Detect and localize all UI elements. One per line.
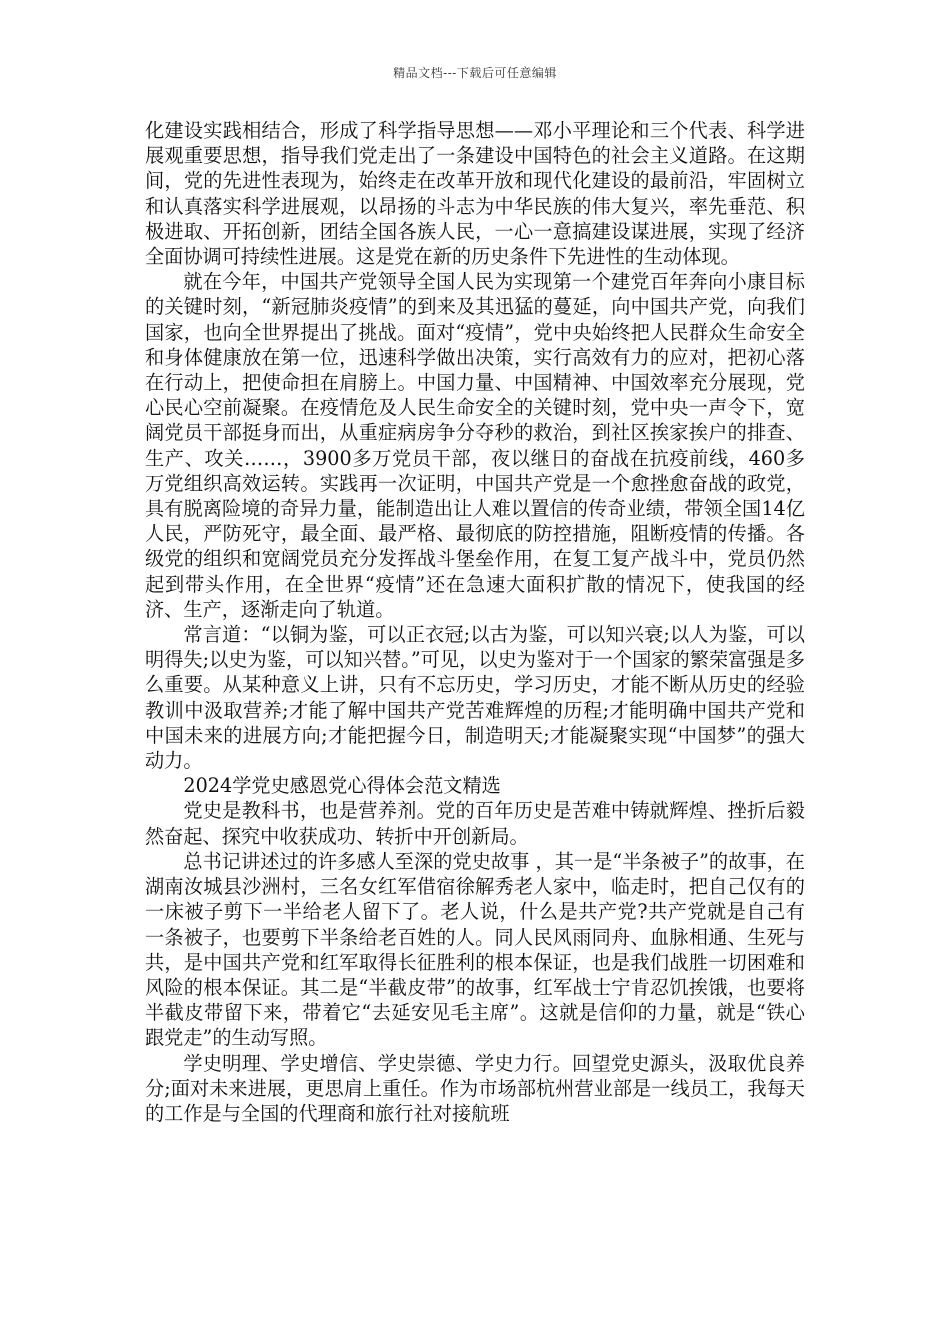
section-title: 2024学党史感恩党心得体会范文精选 [183,774,501,798]
page-header: 精品文档---下载后可任意编辑 [393,66,557,80]
paragraph-party-history: 党史是教科书，也是营养剂。党的百年历史是苦难中铸就辉煌、挫折后毅然奋起、探究中收获成功、转折中开创新局。 [145,799,805,848]
paragraph-continuation: 化建设实践相结合，形成了科学指导思想——邓小平理论和三个代表、科学进展观重要思想，指导我们党走出了一条建设中国特色的社会主义道路。在这期间，党的先进性表现为，始终走在改革开放和现代化建设的最前沿，牢固树立和认真落实科学进展观，以昂扬的斗志为中华民族的伟大复兴，率先垂范、积极进取、开拓创新，团结全国各族人民，一心一意搞建设谋进展，实现了经济全面协调可持续性进展。这是党在新的历史条件下先进性的生动体现。 [145,119,805,269]
paragraph-study: 学史明理、学史增信、学史崇德、学史力行。回望党史源头，汲取优良养分;面对未来进展，更思肩上重任。作为市场部杭州营业部是一线员工，我每天的工作是与全国的代理商和旅行社对接航班 [145,1051,805,1125]
paragraph-proverb: 常言道：“以铜为鉴，可以正衣冠;以古为鉴，可以知兴衰;以人为鉴，可以明得失;以史为鉴，可以知兴替。”可见，以史为鉴对于一个国家的繁荣富强是多么重要。从某种意义上讲，只有不忘历史，学习历史，才能不断从历史的经验教训中汲取营养;才能了解中国共产党苦难辉煌的历程;才能明确中国共产党和中国未来的进展方向;才能把握今日，制造明天;才能凝聚实现“中国梦”的强大动力。 [145,623,805,773]
paragraph-epidemic: 就在今年，中国共产党领导全国人民为实现第一个建党百年奔向小康目标的关键时刻，“新冠肺炎疫情”的到来及其迅猛的蔓延，向中国共产党，向我们国家，也向全世界提出了挑战。面对“疫情”，党中央始终把人民群众生命安全和身体健康放在第一位，迅速科学做出决策，实行高效有力的应对，把初心落在行动上，把使命担在肩膀上。中国力量、中国精神、中国效率充分展现，党心民心空前凝聚。在疫情危及人民生命安全的关键时刻，党中央一声令下，宽阔党员干部挺身而出，从重症病房争分夺秒的救治，到社区挨家挨户的排查、生产、攻关……，3900多万党员干部，夜以继日的奋战在抗疫前线，460多万党组织高效运转。实践再一次证明，中国共产党是一个愈挫愈奋战的政党，具有脱离险境的奇异力量，能制造出让人难以置信的传奇业绩，带领全国14亿人民，严防死守，最全面、最严格、最彻底的防控措施，阻断疫情的传播。各级党的组织和宽阔党员充分发挥战斗堡垒作用，在复工复产战斗中，党员仍然起到带头作用，在全世界“疫情”还在急速大面积扩散的情况下，使我国的经济、生产，逐渐走向了轨道。 [145,270,805,621]
paragraph-stories: 总书记讲述过的许多感人至深的党史故事 ，其一是“半条被子”的故事，在湖南汝城县沙洲村，三名女红军借宿徐解秀老人家中，临走时，把自己仅有的一床被子剪下一半给老人留下了。老人说，什么是共产党?共产党就是自己有一条被子，也要剪下半条给老百姓的人。同人民风雨同舟、血脉相通、生死与共，是中国共产党和红军取得长征胜利的根本保证，也是我们战胜一切困难和风险的根本保证。其二是“半截皮带”的故事，红军战士宁肯忍饥挨饿，也要将半截皮带留下来，带着它“去延安见毛主席”。这就是信仰的力量，就是“铁心跟党走”的生动写照。 [145,849,805,1050]
document-body [145,118,805,1126]
